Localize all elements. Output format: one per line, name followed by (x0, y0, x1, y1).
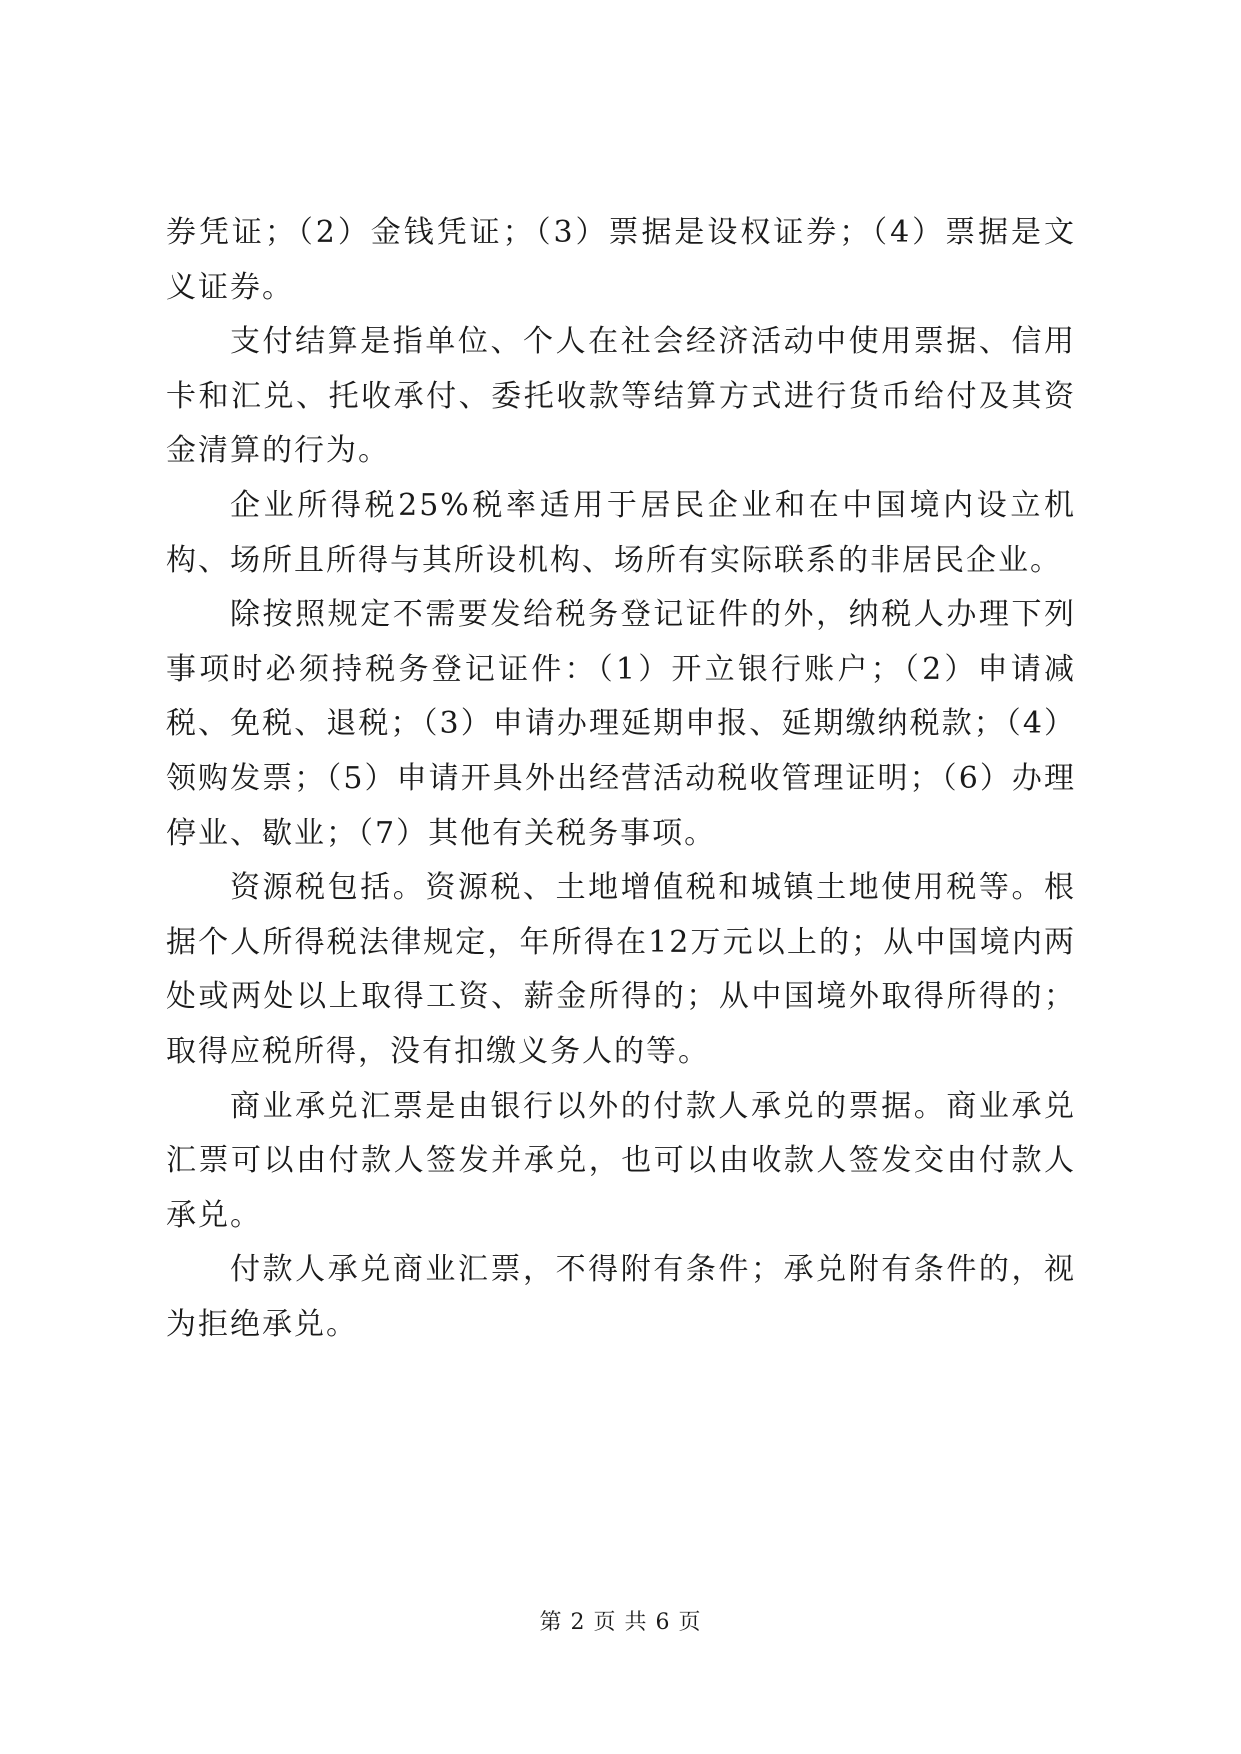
paragraph-1: 券凭证；（2）金钱凭证；（3）票据是设权证券；（4）票据是文义证券。 (166, 215, 1076, 305)
document-body (166, 206, 1076, 1352)
paragraph-2: 支付结算是指单位、个人在社会经济活动中使用票据、信用卡和汇兑、托收承付、委托收款等结算方式进行货币给付及其资金清算的行为。 (166, 324, 1076, 469)
page-number-footer: 第 2 页 共 6 页 (539, 1610, 702, 1635)
paragraph-6: 商业承兑汇票是由银行以外的付款人承兑的票据。商业承兑汇票可以由付款人签发并承兑，也可以由收款人签发交由付款人承兑。 (166, 1088, 1076, 1233)
paragraph-5: 资源税包括。资源税、土地增值税和城镇土地使用税等。根据个人所得税法律规定，年所得在12万元以上的；从中国境内两处或两处以上取得工资、薪金所得的；从中国境外取得所得的；取得应税所得，没有扣缴义务人的等。 (166, 870, 1076, 1069)
paragraph-4: 除按照规定不需要发给税务登记证件的外，纳税人办理下列事项时必须持税务登记证件：（1）开立银行账户；（2）申请减税、免税、退税；（3）申请办理延期申报、延期缴纳税款；（4）领购发票；（5）申请开具外出经营活动税收管理证明；（6）办理停业、歇业；（7）其他有关税务事项。 (166, 597, 1076, 851)
paragraph-7: 付款人承兑商业汇票，不得附有条件；承兑附有条件的，视为拒绝承兑。 (166, 1252, 1076, 1342)
paragraph-3: 企业所得税25%税率适用于居民企业和在中国境内设立机构、场所且所得与其所设机构、场所有实际联系的非居民企业。 (166, 487, 1076, 578)
